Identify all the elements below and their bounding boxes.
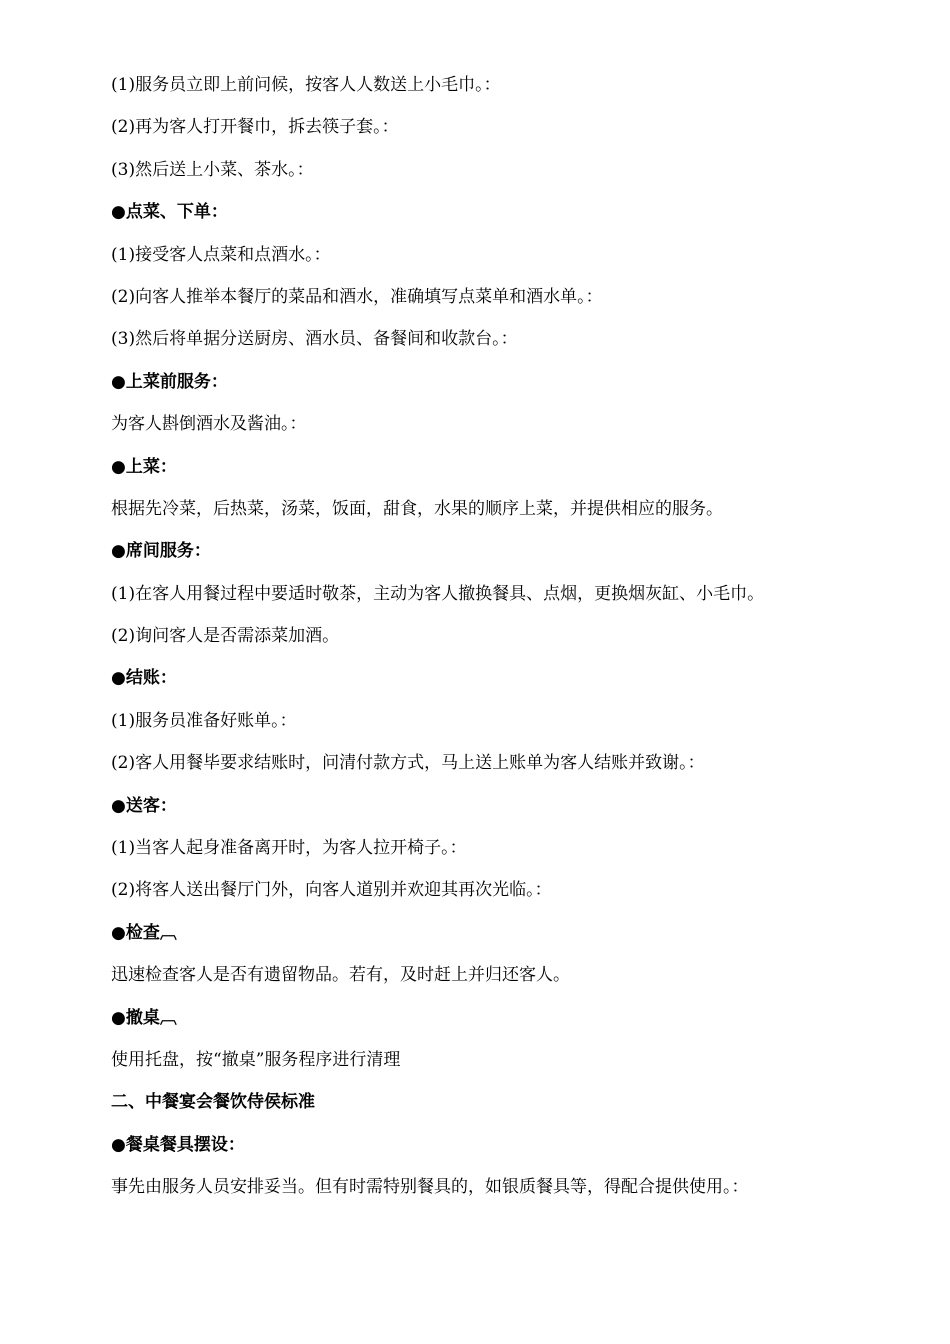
text-line: (2)询问客人是否需添菜加酒。 — [111, 626, 340, 647]
text-line: (3)然后将单据分送厨房、酒水员、备餐间和收款台。： — [111, 329, 518, 350]
text-line: (2)客人用餐毕要求结账时，问清付款方式，马上送上账单为客人结账并致谢。： — [111, 753, 705, 774]
text-line: 使用托盘，按“撤桌”服务程序进行清理 — [111, 1049, 401, 1070]
text-line: (2)将客人送出餐厅门外，向客人道别并欢迎其再次光临。： — [111, 880, 552, 901]
section-heading: ●撤桌︹ — [111, 1007, 177, 1028]
section-heading: ●上菜： — [111, 456, 177, 477]
text-line: (1)在客人用餐过程中要适时敬茶，主动为客人撤换餐具、点烟，更换烟灰缸、小毛巾。 — [111, 583, 765, 604]
text-line: 为客人斟倒酒水及酱油。： — [111, 414, 307, 435]
text-line: 根据先冷菜，后热菜，汤菜，饭面，甜食，水果的顺序上菜，并提供相应的服务。 — [111, 498, 723, 519]
section-heading: ●检查︹ — [111, 922, 177, 943]
section-heading: ●上菜前服务： — [111, 371, 228, 392]
text-line: (1)接受客人点菜和点酒水。： — [111, 244, 331, 265]
chapter-heading: 二、中餐宴会餐饮侍侯标准 — [111, 1092, 315, 1113]
section-heading: ●点菜、下单： — [111, 202, 228, 223]
text-line: 迅速检查客人是否有遗留物品。若有，及时赶上并归还客人。 — [111, 965, 570, 986]
text-line: (1)当客人起身准备离开时，为客人拉开椅子。： — [111, 838, 467, 859]
text-line: (1)服务员立即上前问候，按客人人数送上小毛巾。： — [111, 75, 501, 95]
text-line: 事先由服务人员安排妥当。但有时需特别餐具的，如银质餐具等，得配合提供使用。： — [111, 1177, 749, 1198]
text-line: (2)再为客人打开餐巾，拆去筷子套。： — [111, 117, 399, 138]
document-page — [111, 71, 911, 1216]
section-heading: ●餐桌餐具摆设： — [111, 1134, 245, 1155]
text-line: (3)然后送上小菜、茶水。： — [111, 159, 314, 180]
text-line: (1)服务员准备好账单。： — [111, 710, 297, 731]
section-heading: ●结账： — [111, 668, 177, 689]
section-heading: ●送客： — [111, 795, 177, 816]
text-line: (2)向客人推举本餐厅的菜品和酒水，准确填写点菜单和酒水单。： — [111, 286, 603, 307]
section-heading: ●席间服务： — [111, 541, 211, 562]
